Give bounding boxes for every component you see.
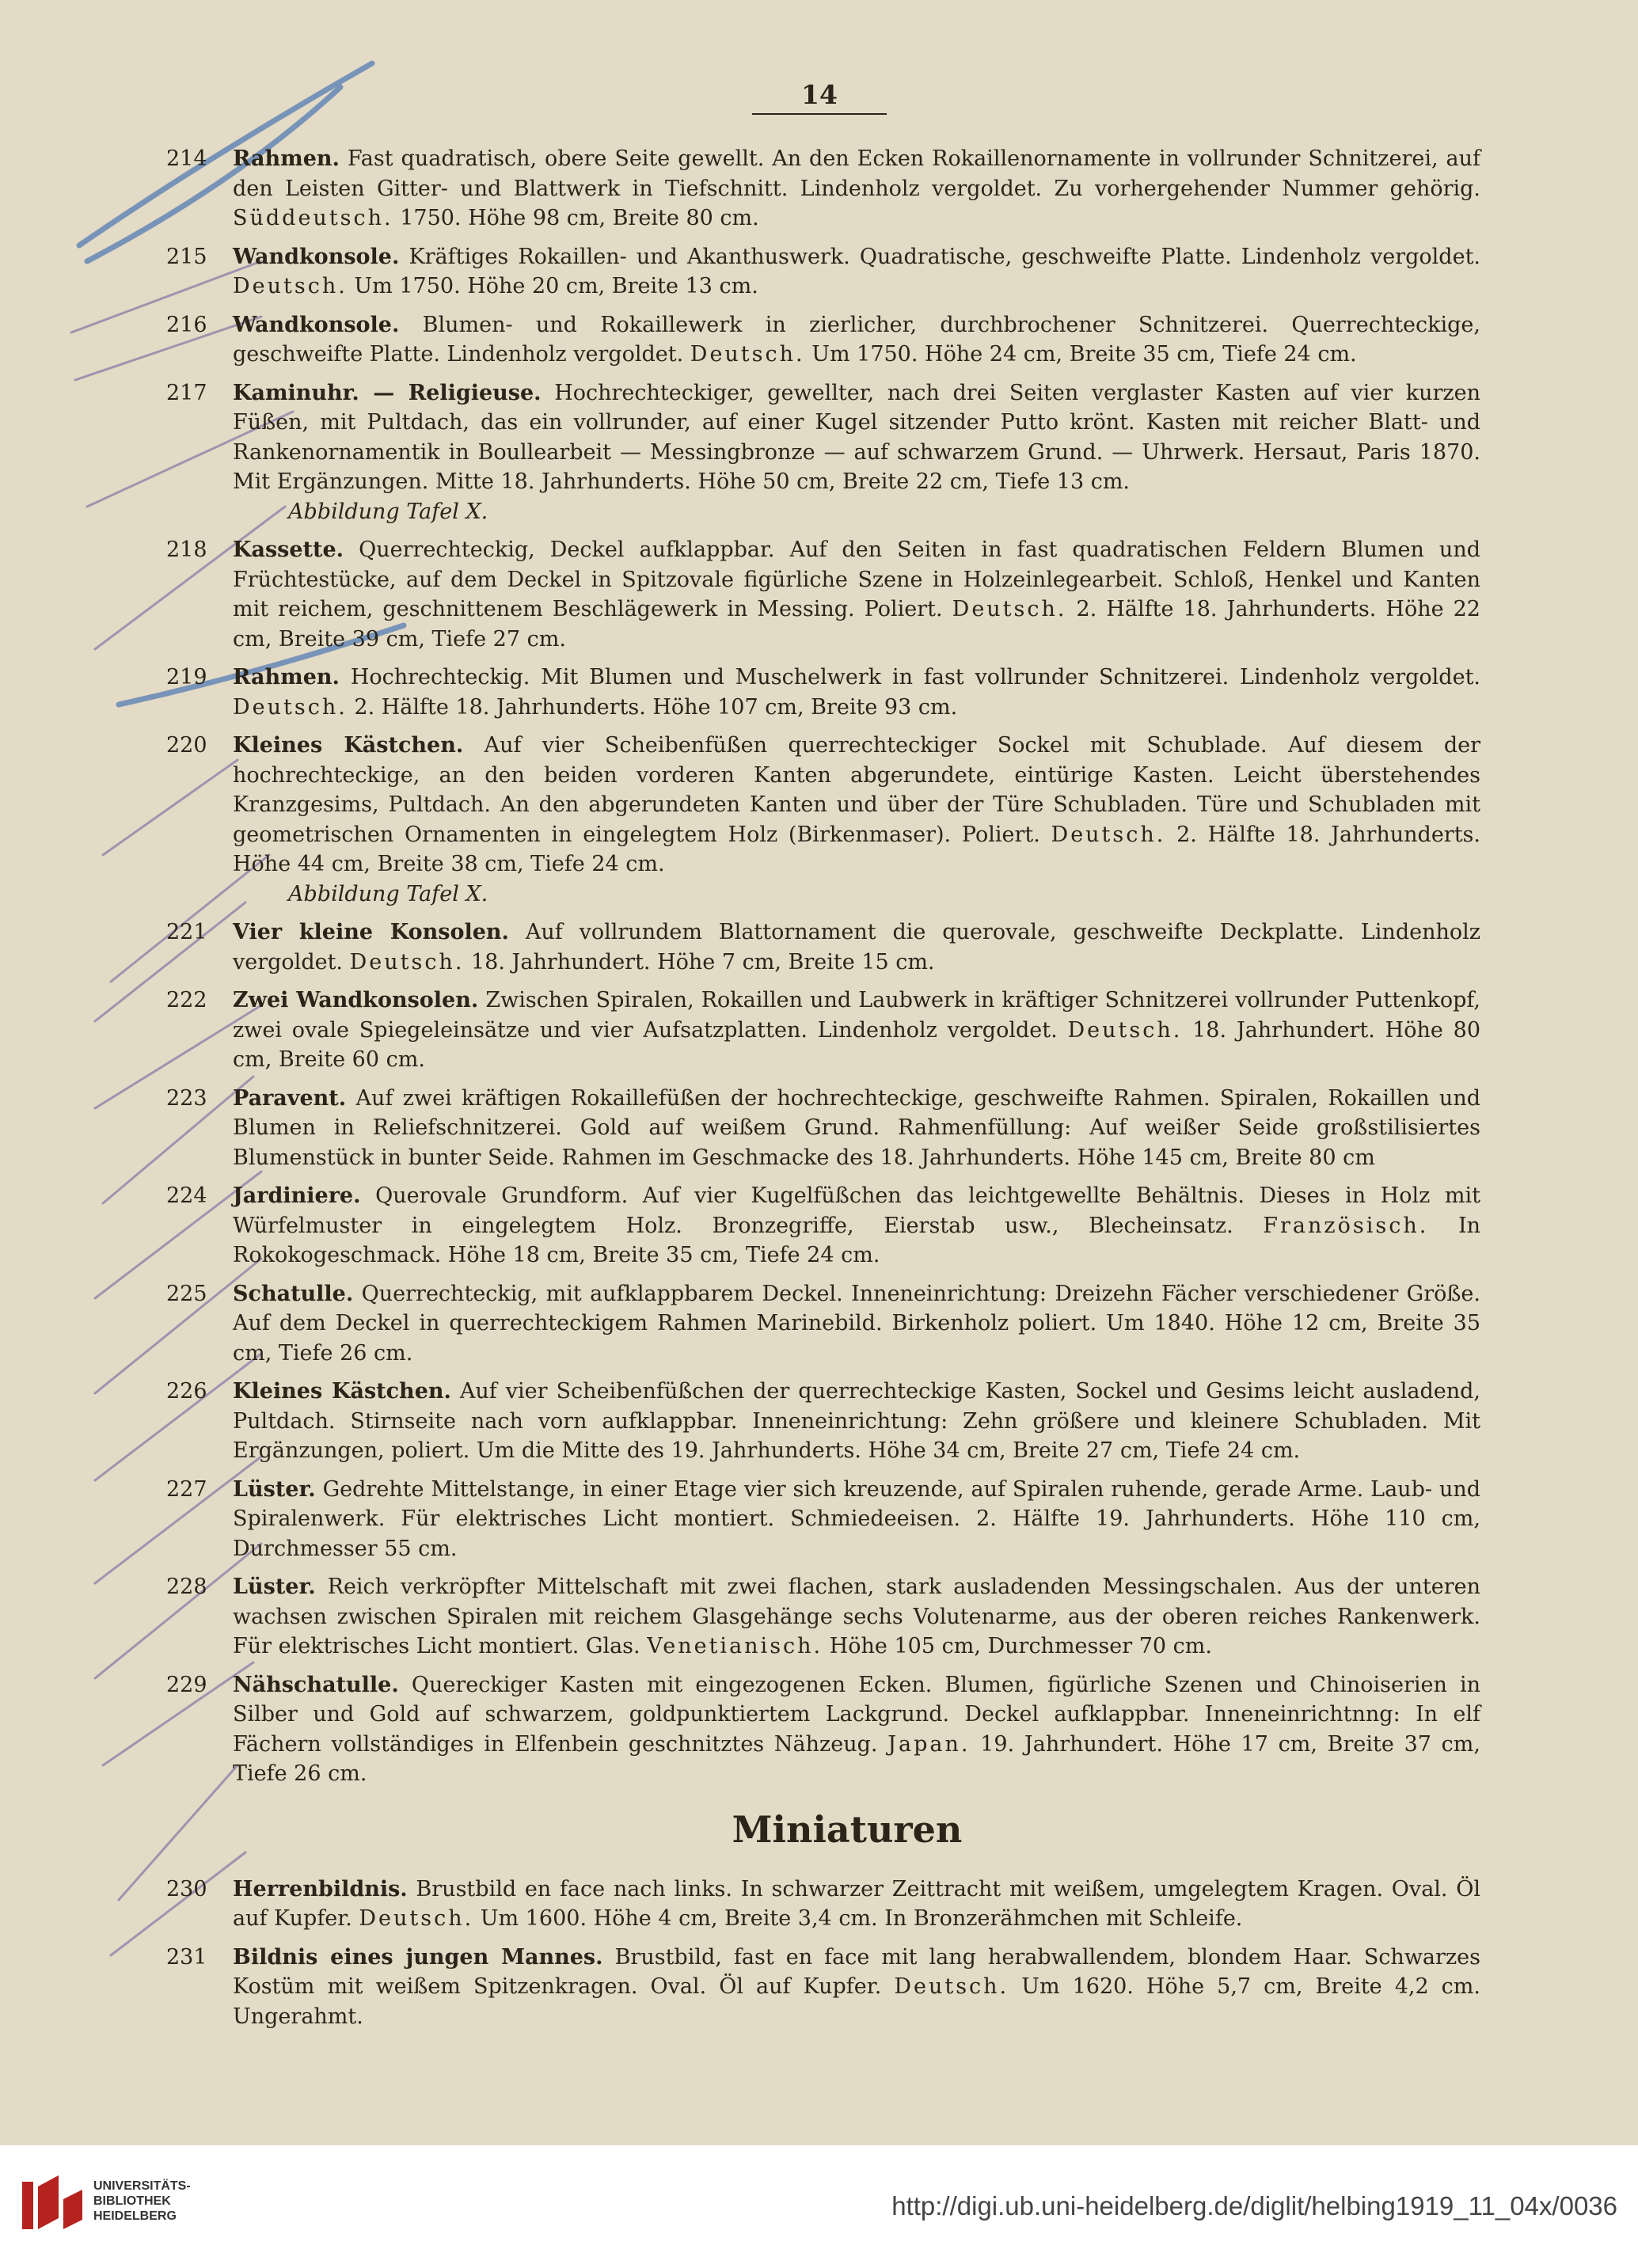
entry-text (233, 144, 1480, 234)
catalog-entry (166, 242, 1480, 302)
entry-body: Brustbild, fast en face mit lang herabwallendem, blondem Haar. Schwarzes Kostüm mit weißem Spitzenkragen. Oval. Öl auf Kupfer. (233, 1944, 1480, 1999)
entry-text (233, 378, 1480, 497)
entry-text (233, 1181, 1480, 1271)
entry-body: Auf vier Scheibenfüßchen der querrechteckige Kasten, Sockel und Gesims leicht ausladend, Pultdach. Stirnseite nach vorn aufklappbar. Inneneinrichtung: Zehn größere und kleinere Schubladen. Mit Ergänzungen, poliert. Um die Mitte des 19. Jahrhunderts. Höhe 34 cm, Breite 27 cm, Tiefe 24 cm. (233, 1379, 1480, 1463)
catalog-entry (166, 1279, 1480, 1369)
plate-reference: Abbildung Tafel X. (288, 499, 488, 524)
catalog-entry (166, 731, 1480, 909)
catalog-entries (166, 144, 1480, 2040)
entry-title: Kleines Kästchen. (233, 733, 464, 758)
catalog-entry (166, 1377, 1480, 1466)
entry-text (233, 663, 1480, 722)
catalog-entry (166, 310, 1480, 370)
entry-body: Kräftiges Rokaillen- und Akanthuswerk. Quadratische, geschweifte Platte. Lindenholz vergoldet. (399, 244, 1480, 269)
entry-body: Reich verkröpfter Mittelschaft mit zwei flachen, stark ausladenden Messingschalen. Aus der unteren wachsen zwischen Spiralen mit reichem Glasgehänge sechs Volutenarme, aus der oberen reiches Rankenwerk. Für elektrisches Licht montiert. Glas. (233, 1575, 1480, 1658)
catalog-entry (166, 1475, 1480, 1564)
university-library-logo-icon (17, 2171, 87, 2240)
entry-origin: Süddeutsch. (233, 206, 393, 230)
entry-details: 1750. Höhe 98 cm, Breite 80 cm. (393, 206, 759, 230)
entry-body: Querrechteckig, mit aufklappbarem Deckel. Inneneinrichtung: Dreizehn Fächer verschiedener Größe. Auf dem Deckel in querrechteckigem Rahmen Marinebild. Birkenholz poliert. Um 1840. Höhe 12 cm, Breite 35 cm, Tiefe 26 cm. (233, 1281, 1480, 1366)
lot-number: 229 (166, 1672, 207, 1697)
entry-text (233, 1377, 1480, 1466)
entry-title: Paravent. (233, 1085, 347, 1111)
furniture-entries (166, 144, 1480, 1789)
entry-body: Querrechteckig, Deckel aufklappbar. Auf den Seiten in fast quadratischen Feldern Blumen und Früchtestücke, auf dem Deckel in Spitzovale figürliche Szene in Holzeinlegearbeit. Schloß, Henkel und Kanten mit reichem, geschnittenem Beschlägewerk in Messing. Poliert. (233, 538, 1480, 621)
entry-body: Zwischen Spiralen, Rokaillen und Laubwerk in kräftiger Schnitzerei vollrunder Puttenkopf, zwei ovale Spiegeleinsätze und vier Aufsatzplatten. Lindenholz vergoldet. (233, 988, 1481, 1043)
catalog-entry (166, 1670, 1480, 1789)
entry-body: Fast quadratisch, obere Seite gewellt. An den Ecken Rokaillenornamente in vollrunder Schnitzerei, auf den Leisten Gitter- und Blattwerk in Tiefschnitt. Lindenholz vergoldet. Zu vorhergehender Nummer gehörig. (233, 146, 1480, 201)
lot-number: 224 (166, 1183, 207, 1208)
lot-number: 227 (166, 1476, 207, 1502)
catalog-entry (166, 917, 1480, 977)
lot-number: 225 (166, 1281, 207, 1306)
entry-title: Wandkonsole. (233, 312, 400, 337)
catalog-entry (166, 1875, 1480, 1934)
entry-details: In Rokokogeschmack. Höhe 18 cm, Breite 35 cm, Tiefe 24 cm. (233, 1213, 1481, 1267)
lot-number: 218 (166, 538, 207, 562)
entry-body: Gedrehte Mittelstange, in einer Etage vier sich kreuzende, auf Spiralen ruhende, gerade Arme. Laub- und Spiralenwerk. Für elektrisches Licht montiert. Schmiedeeisen. 2. Hälfte 19. Jahrhunderts. Höhe 110 cm, Durchmesser 55 cm. (233, 1476, 1480, 1561)
entry-text (233, 1084, 1480, 1173)
source-url[interactable]: http://digi.ub.uni-heidelberg.de/diglit/helbing1919_11_04x/0036 (891, 2191, 1617, 2221)
catalog-entry (166, 1181, 1480, 1271)
entry-body: Hochrechteckig. Mit Blumen und Muschelwerk in fast vollrunder Schnitzerei. Lindenholz vergoldet. (339, 665, 1480, 690)
entry-title: Jardiniere. (233, 1183, 361, 1208)
lot-number: 221 (166, 920, 207, 944)
entry-details: Um 1620. Höhe 5,7 cm, Breite 4,2 cm. Ungerahmt. (233, 1974, 1480, 2029)
entry-origin: Japan. (887, 1731, 971, 1757)
lot-number: 215 (166, 244, 207, 269)
entry-text (233, 1670, 1480, 1789)
entry-title: Kassette. (233, 538, 344, 562)
lot-number: 214 (166, 146, 207, 171)
catalog-entry (166, 663, 1480, 722)
entry-details: 19. Jahrhundert. Höhe 17 cm, Breite 37 cm, Tiefe 26 cm. (233, 1731, 1480, 1786)
entry-text (233, 917, 1480, 977)
entry-text (233, 1279, 1480, 1369)
entry-details: Um 1600. Höhe 4 cm, Breite 3,4 cm. In Bronzerähmchen mit Schleife. (473, 1906, 1243, 1931)
lot-number: 219 (166, 665, 207, 690)
entry-details: Um 1750. Höhe 24 cm, Breite 35 cm, Tiefe 24 cm. (804, 342, 1357, 367)
section-heading: Miniaturen (732, 1807, 963, 1851)
entry-text (233, 1572, 1480, 1662)
entry-origin: Deutsch. (233, 694, 348, 720)
entry-title: Schatulle. (233, 1281, 354, 1306)
entry-body: Querovale Grundform. Auf vier Kugelfüßchen das leichtgewellte Behältnis. Dieses in Holz mit Würfelmuster in eingelegtem Holz. Bronzegriffe, Eierstab usw., Blecheinsatz. (233, 1183, 1480, 1238)
entry-text (233, 535, 1480, 654)
entry-title: Bildnis eines jungen Mannes. (233, 1944, 603, 1970)
entry-origin: Deutsch. (349, 949, 465, 974)
entry-origin: Französisch. (1263, 1213, 1429, 1238)
lot-number: 230 (166, 1876, 207, 1901)
entry-text (233, 310, 1480, 370)
entry-origin: Deutsch. (1051, 822, 1166, 847)
entry-title: Vier kleine Konsolen. (233, 920, 509, 944)
lot-number: 226 (166, 1379, 207, 1404)
entry-title: Lüster. (233, 1476, 316, 1502)
lot-number: 216 (166, 312, 207, 337)
entry-text (233, 1475, 1480, 1564)
entry-origin: Deutsch. (233, 274, 348, 298)
lot-number: 228 (166, 1575, 207, 1599)
entry-text (233, 1943, 1480, 2032)
entry-title: Zwei Wandkonsolen. (233, 988, 479, 1012)
entry-title: Herrenbildnis. (233, 1876, 408, 1901)
catalog-entry (166, 535, 1480, 654)
lot-number: 223 (166, 1085, 207, 1111)
miniature-entries (166, 1875, 1480, 2032)
entry-body: Quereckiger Kasten mit eingezogenen Ecken. Blumen, figürliche Szenen und Chinoiserien in Silber und Gold auf schwarzem, goldpunktiertem Lackgrund. Deckel aufklappbar. Inneneinrichtnng: In elf Fächern vollständiges in Elfenbein geschnitztes Nähzeug. (233, 1672, 1480, 1757)
entry-origin: Deutsch. (359, 1906, 474, 1931)
entry-details: Um 1750. Höhe 20 cm, Breite 13 cm. (347, 274, 758, 298)
footer-bar (0, 2145, 1638, 2268)
entry-details: 2. Hälfte 18. Jahrhunderts. Höhe 44 cm, Breite 38 cm, Tiefe 24 cm. (233, 822, 1480, 876)
catalog-entry (166, 378, 1480, 527)
entry-body: Brustbild en face nach links. In schwarzer Zeittracht mit weißem, umgelegtem Kragen. Oval. Öl auf Kupfer. (233, 1876, 1480, 1931)
catalog-entry (166, 986, 1480, 1075)
entry-details: Höhe 105 cm, Durchmesser 70 cm. (823, 1634, 1212, 1658)
plate-reference: Abbildung Tafel X. (288, 881, 488, 906)
catalog-entry (166, 1943, 1480, 2032)
lot-number: 220 (166, 733, 207, 758)
entry-origin: Deutsch. (894, 1974, 1009, 1999)
entry-text (233, 731, 1480, 879)
lot-number: 222 (166, 988, 207, 1012)
entry-title: Lüster. (233, 1575, 316, 1599)
entry-title: Rahmen. (233, 665, 340, 690)
entry-title: Wandkonsole. (233, 244, 400, 269)
lot-number: 231 (166, 1944, 207, 1970)
catalog-entry (166, 1084, 1480, 1173)
lot-number: 217 (166, 380, 207, 405)
entry-origin: Deutsch. (952, 597, 1067, 621)
entry-title: Rahmen. (233, 146, 340, 171)
entry-details: 2. Hälfte 18. Jahrhunderts. Höhe 107 cm, Breite 93 cm. (347, 694, 958, 720)
entry-body: Auf vollrundem Blattornament die querovale, geschweifte Deckplatte. Lindenholz vergoldet. (233, 920, 1480, 974)
entry-text (233, 986, 1480, 1075)
entry-body: Blumen- und Rokaillewerk in zierlicher, durchbrochener Schnitzerei. Querrechteckige, geschweifte Platte. Lindenholz vergoldet. (233, 312, 1480, 367)
entry-details: 18. Jahrhundert. Höhe 7 cm, Breite 15 cm. (464, 949, 935, 974)
catalog-entry (166, 144, 1480, 234)
entry-title: Nähschatulle. (233, 1672, 399, 1697)
entry-body: Auf zwei kräftigen Rokaillefüßen der hochrechteckige, geschweifte Rahmen. Spiralen, Rokaillen und Blumen in Reliefschnitzerei. Gold auf weißem Grund. Rahmenfüllung: Auf weißer Seide großstilisiertes Blumenstück in bunter Seide. Rahmen im Geschmacke des 18. Jahrhunderts. Höhe 145 cm, Breite 80 cm (233, 1085, 1480, 1170)
entry-title: Kleines Kästchen. (233, 1379, 451, 1404)
entry-title: Kaminuhr. — Religieuse. (233, 380, 542, 405)
page-number: 14 (752, 79, 887, 115)
entry-origin: Venetianisch. (647, 1634, 823, 1658)
catalog-entry (166, 1572, 1480, 1662)
entry-body: Auf vier Scheibenfüßen querrechteckiger Sockel mit Schublade. Auf diesem der hochrechteckige, an den beiden vorderen Kanten abgerundete, eintürige Kasten. Leicht überstehendes Kranzgesims, Pultdach. An den abgerundeten Kanten und über der Türe Schubladen. Türe und Schubladen mit geometrischen Ornamenten in eingelegtem Holz (Birkenmaser). Poliert. (233, 733, 1481, 847)
entry-origin: Deutsch. (1067, 1017, 1183, 1043)
entry-text (233, 242, 1480, 302)
library-name: UNIVERSITÄTS- BIBLIOTHEK HEIDELBERG (93, 2179, 191, 2223)
entry-body: Hochrechteckiger, gewellter, nach drei Seiten verglaster Kasten auf vier kurzen Füßen, mit Pultdach, das ein vollrunder, auf einer Kugel sitzender Putto krönt. Kasten mit reicher Blatt- und Rankenornamentik in Boullearbeit — Messingbronze — auf schwarzem Grund. — Uhrwerk. Hersaut, Paris 1870. Mit Ergänzungen. Mitte 18. Jahrhunderts. Höhe 50 cm, Breite 22 cm, Tiefe 13 cm. (233, 380, 1480, 494)
entry-details: 18. Jahrhundert. Höhe 80 cm, Breite 60 cm. (233, 1017, 1480, 1072)
entry-text (233, 1875, 1480, 1934)
entry-details: 2. Hälfte 18. Jahrhunderts. Höhe 22 cm, Breite 39 cm, Tiefe 27 cm. (233, 597, 1480, 652)
entry-origin: Deutsch. (690, 342, 805, 367)
